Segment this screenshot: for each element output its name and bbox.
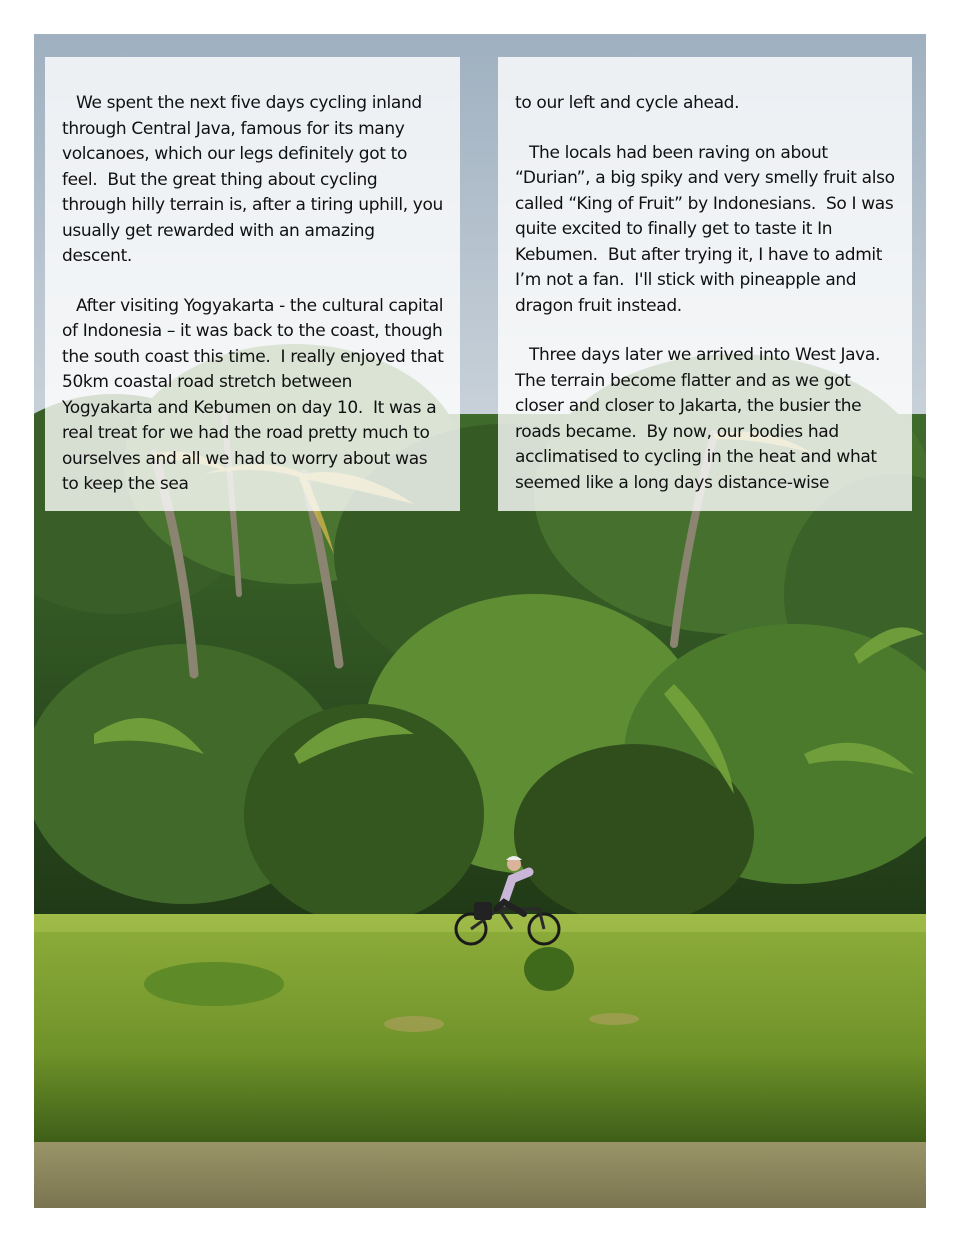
dirt-patch <box>384 1016 444 1032</box>
paragraph: Three days later we arrived into West Java. The terrain become flatter and as we got closer and closer to Jakarta, the busier the roads became. By now, our bodies had acclimatised to cycling in the heat and what seemed like a long days distance-wise <box>515 345 891 493</box>
shrub <box>524 947 574 991</box>
text-column-right <box>498 57 912 511</box>
grass-bank <box>34 914 926 1144</box>
paragraph-continued: to our left and cycle ahead. <box>515 93 740 113</box>
text-column-left <box>45 57 460 511</box>
paragraph: After visiting Yogyakarta - the cultural capital of Indonesia – it was back to the coast, though the south coast this time. I really enjoyed that 50km coastal road stretch between Yogyakarta and Kebumen on day 10. It was a real treat for we had the road pretty much to ourselves and all we had to worry about was to keep the sea <box>62 295 449 494</box>
river <box>34 1142 926 1208</box>
dirt-patch <box>589 1013 639 1025</box>
paragraph: We spent the next five days cycling inland through Central Java, famous for its many volcanoes, which our legs definitely got to feel. But the great thing about cycling through hilly terrain is, after a tiring uphill, you usually get rewarded with an amazing descent. <box>62 93 449 266</box>
paragraph: The locals had been raving on about “Durian”, a big spiky and very smelly fruit also called “King of Fruit” by Indonesians. So I was quite excited to finally get to taste it In Kebumen. But after trying it, I have to admit I’m not a fan. I'll stick with pineapple and dragon fruit instead. <box>515 142 900 316</box>
shrub <box>144 962 284 1006</box>
